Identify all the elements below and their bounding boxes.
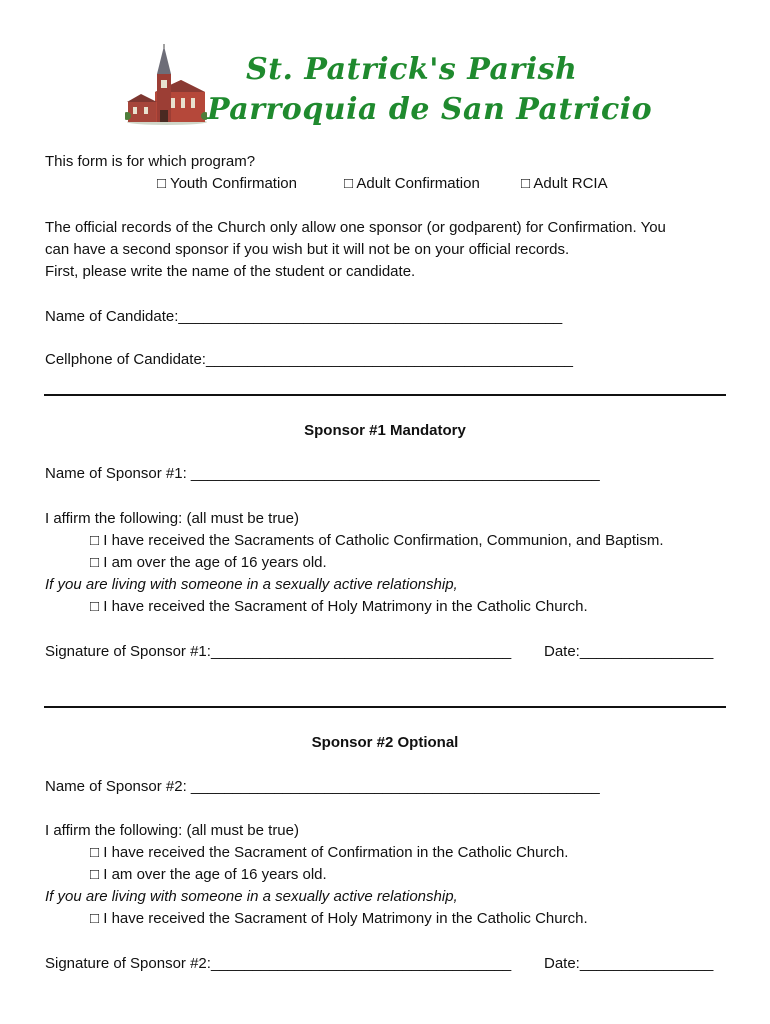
intro-line-2: can have a second sponsor if you wish but it will not be on your official records.: [45, 241, 570, 258]
sponsor2-heading: Sponsor #2 Optional: [311, 734, 459, 751]
sponsor1-sacraments-checkbox[interactable]: □ I have received the Sacraments of Catholic Confirmation, Communion, and Baptism.: [90, 532, 664, 549]
youth-confirmation-checkbox[interactable]: □ Youth Confirmation: [157, 175, 297, 192]
sponsor2-signature-field[interactable]: Signature of Sponsor #2:____________________________________: [45, 955, 512, 972]
sponsor1-date-field[interactable]: Date:________________: [544, 643, 714, 660]
parish-title-english: St. Patrick's Parish: [246, 52, 578, 87]
sponsor2-affirm-text: I affirm the following: (all must be true): [45, 822, 299, 839]
sponsor2-confirmation-checkbox[interactable]: □ I have received the Sacrament of Confirmation in the Catholic Church.: [90, 844, 569, 861]
intro-line-1: The official records of the Church only allow one sponsor (or godparent) for Confirmation. You: [45, 219, 666, 236]
candidate-cellphone-field[interactable]: Cellphone of Candidate:____________________________________________: [45, 351, 574, 368]
adult-rcia-checkbox[interactable]: □ Adult RCIA: [521, 175, 608, 192]
sponsor2-date-field[interactable]: Date:________________: [544, 955, 714, 972]
sponsor2-name-field[interactable]: Name of Sponsor #2: _________________________________________________: [45, 778, 600, 795]
sponsor1-name-field[interactable]: Name of Sponsor #1: _________________________________________________: [45, 465, 600, 482]
sponsor1-age-checkbox[interactable]: □ I am over the age of 16 years old.: [90, 554, 327, 571]
divider-1: [44, 394, 726, 396]
adult-confirmation-checkbox[interactable]: □ Adult Confirmation: [344, 175, 480, 192]
sponsor1-affirm-text: I affirm the following: (all must be true): [45, 510, 299, 527]
sponsor1-conditional-text: If you are living with someone in a sexually active relationship,: [45, 576, 458, 593]
sponsor1-signature-field[interactable]: Signature of Sponsor #1:____________________________________: [45, 643, 512, 660]
sponsor2-conditional-text: If you are living with someone in a sexually active relationship,: [45, 888, 458, 905]
program-question: This form is for which program?: [45, 153, 256, 170]
sponsor1-heading: Sponsor #1 Mandatory: [304, 422, 466, 439]
intro-line-3: First, please write the name of the student or candidate.: [45, 263, 416, 280]
church-logo-icon: [125, 44, 207, 126]
parish-title-spanish: Parroquia de San Patricio: [207, 92, 653, 127]
candidate-name-field[interactable]: Name of Candidate:______________________________________________: [45, 308, 563, 325]
sponsor1-matrimony-checkbox[interactable]: □ I have received the Sacrament of Holy Matrimony in the Catholic Church.: [90, 598, 588, 615]
sponsor2-matrimony-checkbox[interactable]: □ I have received the Sacrament of Holy Matrimony in the Catholic Church.: [90, 910, 588, 927]
divider-2: [44, 706, 726, 708]
sponsor2-age-checkbox[interactable]: □ I am over the age of 16 years old.: [90, 866, 327, 883]
